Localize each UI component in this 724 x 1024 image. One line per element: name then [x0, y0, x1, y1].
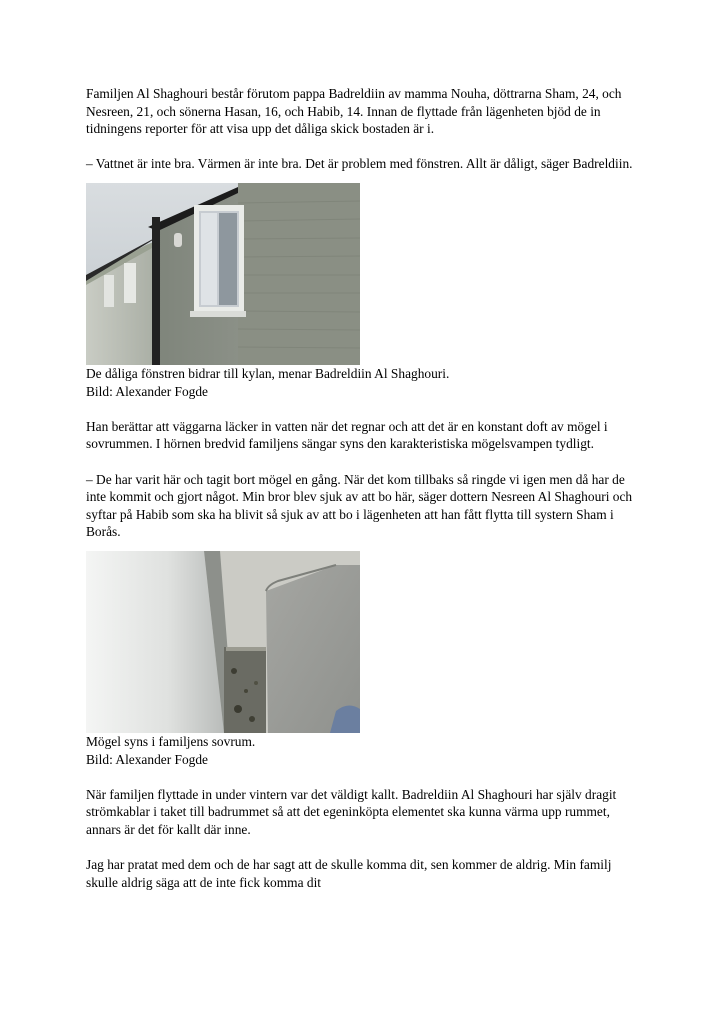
- photo-caption-windows: De dåliga fönstren bidrar till kylan, menar Badreldiin Al Shaghouri.: [86, 365, 450, 381]
- house-exterior-photo: [86, 183, 360, 365]
- spacer: [86, 768, 646, 786]
- photo-credit-2: Bild: Alexander Fogde: [86, 751, 208, 767]
- paragraph-leaking-walls: Han berättar att väggarna läcker in vatten när det regnar och att det är en konstant doft av mögel i sovrummen. I hörnen bredvid familjens sängar syns den karakteristiska mögelsvampen tydligt.: [86, 418, 608, 452]
- article-page: [86, 85, 646, 891]
- spacer: [86, 400, 646, 418]
- paragraph-quote-nesreen: – De har varit här och tagit bort mögel en gång. När det kom tillbaks så ringde vi igen men då har de inte kommit och gjort något. Min bror blev sjuk av att bo här, säger dottern Nesreen Al Shaghouri och syftar på Habib som ska ha blivit så sjuk av att bo i lägenheten att han fått flytta till systern Sham i Borås.: [86, 471, 633, 540]
- spacer: [86, 138, 646, 156]
- photo-credit-1: Bild: Alexander Fogde: [86, 383, 208, 399]
- paragraph-quote-badreldiin: – Vattnet är inte bra. Värmen är inte bra. Det är problem med fönstren. Allt är dåligt, säger Badreldiin.: [86, 156, 633, 172]
- spacer: [86, 838, 646, 856]
- paragraph-quote-never-came: Jag har pratat med dem och de har sagt att de skulle komma dit, sen kommer de aldrig. Min familj skulle aldrig säga att de inte fick komma dit: [86, 857, 612, 890]
- spacer: [86, 453, 646, 471]
- paragraph-family-intro: Familjen Al Shaghouri består förutom pappa Badreldiin av mamma Nouha, döttrarna Sham, 24, och Nesreen, 21, och sönerna Hasan, 16, och Habib, 14. Innan de flyttade från lägenheten bjöd de in tidningens reporter för att visa upp det dåliga skick bostaden är i.: [86, 86, 622, 137]
- mold-bedroom-photo: [86, 551, 360, 733]
- paragraph-cold-winter: När familjen flyttade in under vintern var det väldigt kallt. Badreldiin Al Shaghouri har själv dragit strömkablar i taket till badrummet så att det egeninköpta elementet ska kunna värma upp rummet, annars är det för kallt där inne.: [86, 786, 617, 837]
- photo-caption-mold: Mögel syns i familjens sovrum.: [86, 733, 256, 749]
